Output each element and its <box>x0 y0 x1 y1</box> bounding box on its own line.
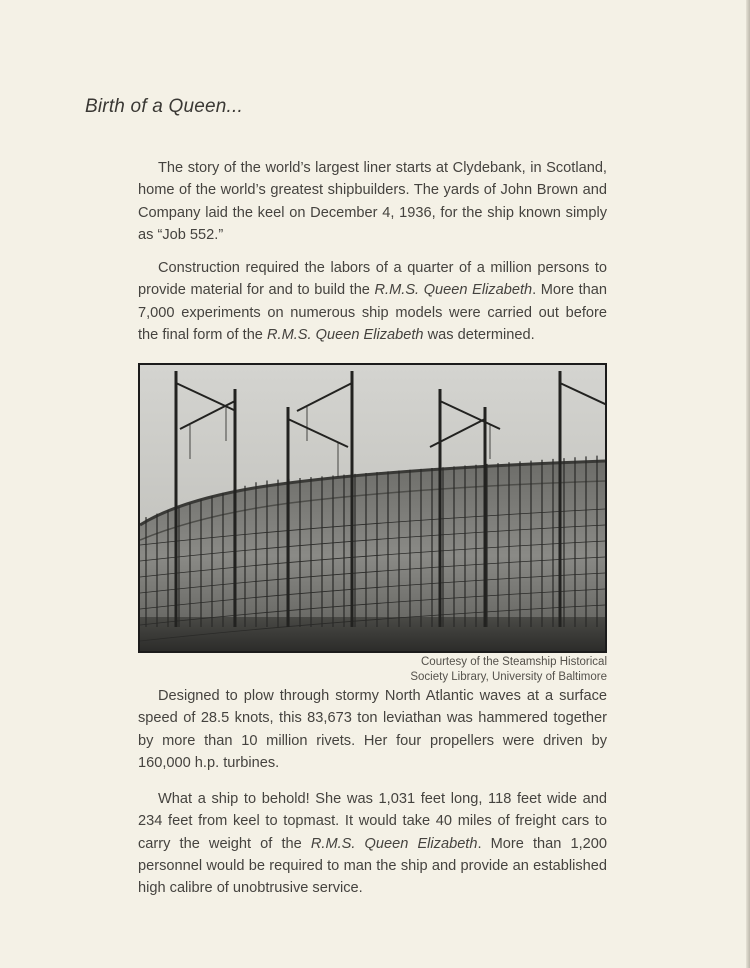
paragraph-3 <box>138 685 607 774</box>
paragraph-text: What a ship to behold! She was 1,031 feet long, 118 feet wide and 234 feet from keel to topmast. It would take 40 miles of freight cars to carry the weight of the <box>138 791 607 852</box>
paragraph-text: . More than 1,200 personnel would be required to man the ship and provide an established high calibre of unobtrusive service. <box>138 835 607 897</box>
page-edge-shadow <box>746 0 750 968</box>
ship-construction-photo <box>138 363 607 653</box>
page-heading: Birth of a Queen... <box>85 96 243 117</box>
caption-line-1: Courtesy of the Steamship Historical <box>421 656 607 668</box>
paragraph-text: Construction required the labors of a quarter of a million persons to provide material for and to build the <box>138 260 607 299</box>
caption-line-2: Society Library, University of Baltimore <box>410 671 607 683</box>
ship-name-italic: R.M.S. Queen Elizabeth <box>310 835 478 852</box>
paragraph-text: The story of the world’s largest liner starts at Clydebank, in Scotland, home of the world’s greatest shipbuilders. The yards of John Brown and Company laid the keel on December 4, 1936, for the ship known simply as “Job 552.” <box>138 160 607 243</box>
paragraph-text: Designed to plow through stormy North Atlantic waves at a surface speed of 28.5 knots, this 83,673 ton leviathan was hammered together by more than 10 million rivets. Her four propellers were driven by 160,000 h.p. turbines. <box>138 688 607 771</box>
ship-name-italic: R.M.S. Queen Elizabeth <box>374 282 533 299</box>
ship-name-italic: R.M.S. Queen Elizabeth <box>266 326 424 343</box>
paragraph-text: was determined. <box>423 326 535 343</box>
photo-caption <box>410 655 607 685</box>
paragraph-4 <box>138 788 607 899</box>
paragraph-1 <box>138 157 607 246</box>
paragraph-text: . More than 7,000 experiments on numerous ship models were carried out before the final form of the <box>138 282 607 343</box>
paragraph-2 <box>138 257 607 346</box>
photo-illustration <box>140 365 605 651</box>
